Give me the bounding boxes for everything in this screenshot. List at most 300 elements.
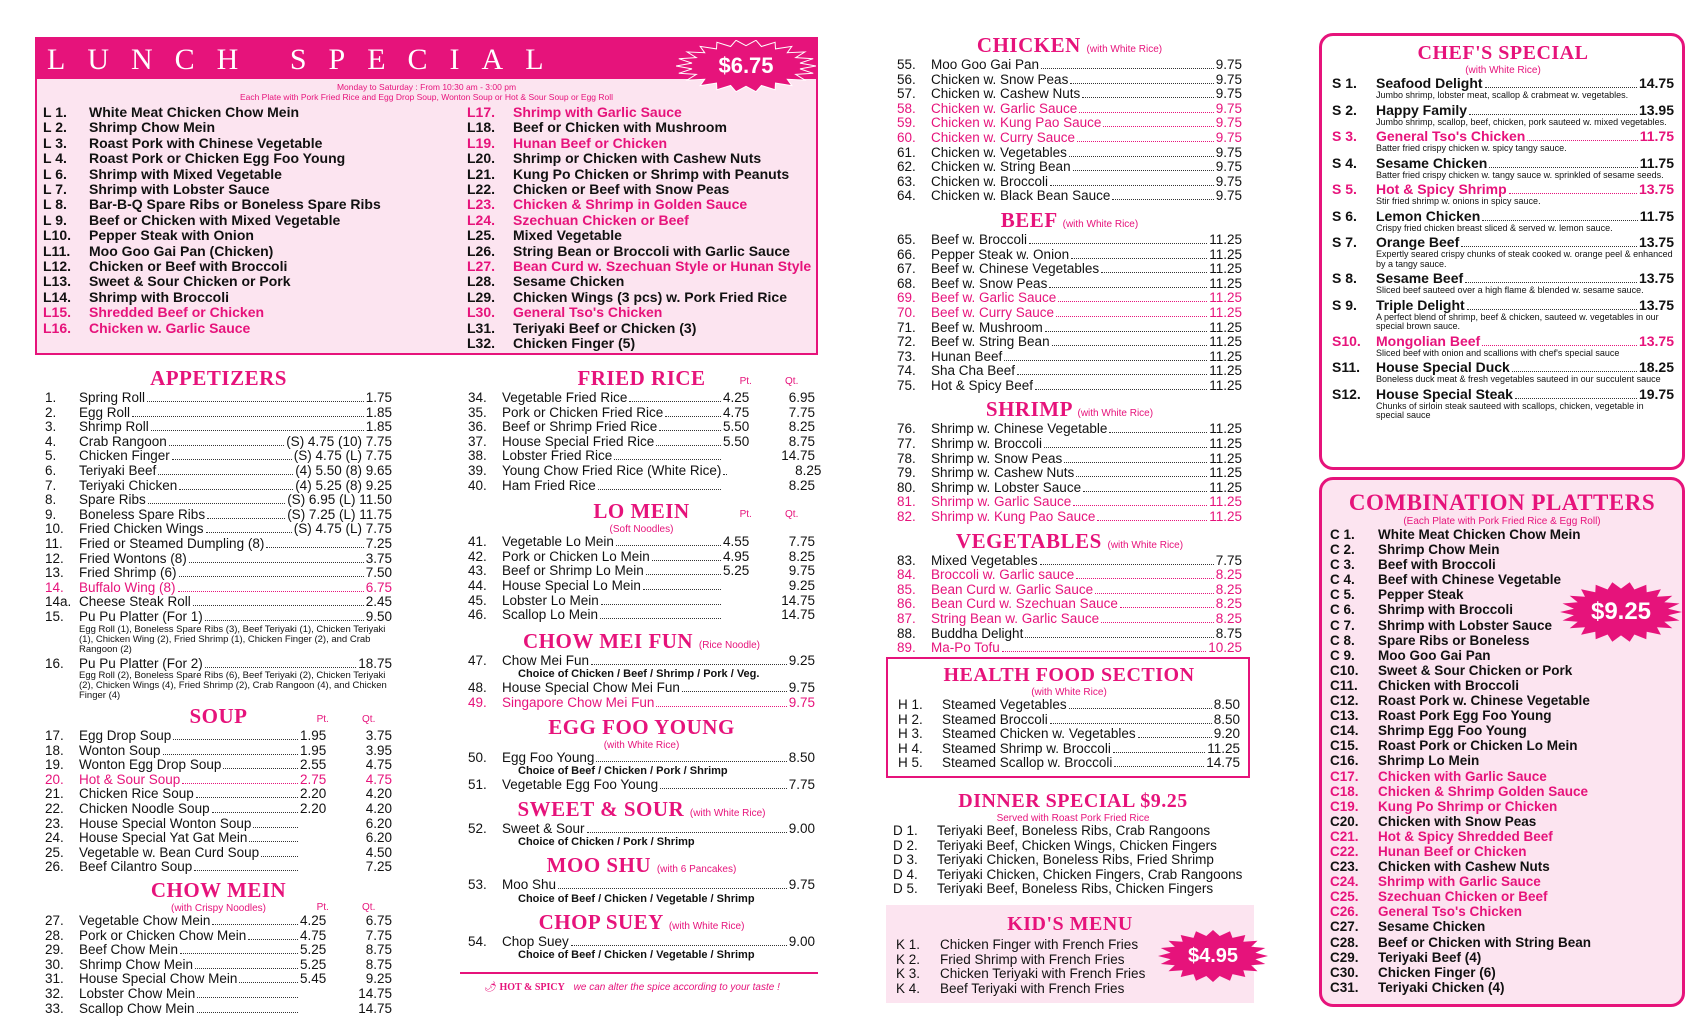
menu-item-row — [45, 1002, 392, 1017]
item-quart-price: 7.75 — [365, 927, 392, 943]
item-name: Beef w. Snow Peas — [931, 275, 1048, 291]
item-price: 1.85 — [365, 419, 392, 435]
item-number: 25. — [45, 844, 64, 860]
item-number: C 1. — [1330, 527, 1355, 542]
kids-price: $4.95 — [1187, 944, 1239, 967]
item-name: Bean Curd w. Szechuan Style or Hunan Style — [513, 258, 812, 275]
dot-leader — [266, 547, 363, 548]
soup-pt-header: Pt. — [316, 714, 329, 726]
item-name: Sesame Beef — [1376, 270, 1464, 286]
item-number: L25. — [467, 227, 496, 244]
menu-item-row — [468, 654, 815, 669]
item-number: 46. — [468, 607, 487, 623]
lomein-list — [468, 535, 815, 623]
menu-item-row — [898, 756, 1240, 771]
item-name: Roast Pork or Chicken Lo Mein — [1378, 738, 1578, 754]
menu-item-row — [1330, 844, 1674, 859]
item-number: S 3. — [1332, 128, 1357, 144]
item-number: 36. — [468, 419, 487, 435]
item-number: L17. — [467, 104, 496, 120]
item-number: 77. — [897, 436, 916, 452]
dot-leader — [169, 445, 284, 446]
chili-icon: 🌶︎ — [484, 982, 497, 993]
item-price: 9.75 — [1215, 100, 1242, 116]
item-name: Chicken & Shrimp Golden Sauce — [1378, 783, 1589, 799]
dot-leader — [723, 474, 727, 475]
menu-item-row — [897, 321, 1242, 336]
lunch-includes-note: Each Plate with Pork Fried Rice and Egg Drop Soup, Wonton Soup or Hot & Sour Soup or Egg Roll — [239, 92, 614, 102]
item-description: Egg Roll (1), Boneless Spare Ribs (3), Beef Teriyaki (1), Chicken Teriyaki (1), Chicken Wing (2), Fried Shrimp (1), Chicken Finger (2), and Crab Rangoon (2) — [79, 623, 386, 655]
menu-item-row — [897, 364, 1242, 379]
menu-item-row — [1332, 156, 1674, 171]
shrimp-title-text: SHRIMP — [985, 397, 1072, 422]
soup-qt-header: Qt. — [362, 714, 376, 726]
item-name: Sesame Chicken — [1378, 919, 1486, 935]
item-name: White Meat Chicken Chow Mein — [89, 104, 300, 120]
item-name: Chicken w. String Bean — [931, 159, 1071, 175]
item-name: String Bean or Broccoli with Garlic Sauce — [513, 242, 790, 259]
item-number: 51. — [468, 777, 487, 793]
eggfoo-list — [468, 751, 815, 793]
dot-leader — [1465, 282, 1637, 283]
item-number: C 2. — [1330, 542, 1355, 558]
item-quart-price: 4.20 — [365, 786, 392, 802]
item-price: 9.75 — [1215, 86, 1242, 102]
menu-item-row — [468, 696, 815, 711]
item-number: C26. — [1330, 904, 1359, 920]
item-name: Shrimp Chow Mein — [79, 956, 194, 972]
item-name: Teriyaki Chicken, Boneless Ribs, Fried Shrimp — [937, 852, 1214, 868]
item-pint-price: 2.75 — [300, 771, 327, 787]
item-description: Batter fried crispy chicken w. tangy sauce w. sprinkled of sesame seeds. — [1376, 169, 1664, 180]
menu-item-row — [1330, 829, 1674, 844]
item-number: L11. — [43, 242, 71, 259]
dot-leader — [1064, 462, 1207, 463]
item-number: S 1. — [1332, 75, 1357, 91]
lunch-item-row — [43, 213, 463, 228]
lunch-item-row — [43, 136, 463, 151]
item-price: 11.25 — [1209, 290, 1242, 306]
item-name: Vegetable Egg Foo Young — [502, 777, 659, 793]
dot-leader — [682, 691, 787, 692]
item-description: Sliced beef with onion and scallions with chef's special sauce — [1376, 347, 1620, 358]
item-price: 11.25 — [1207, 740, 1240, 756]
item-number: 4. — [45, 433, 57, 449]
chowmein-subtitle: (with Crispy Noodles) — [170, 903, 267, 915]
item-number: C 9. — [1330, 647, 1355, 663]
item-name: Pepper Steak w. Onion — [931, 246, 1070, 262]
item-number: 14. — [45, 579, 64, 595]
vegetables-list — [897, 554, 1242, 656]
dot-leader — [1044, 447, 1207, 448]
beef-list — [897, 233, 1242, 394]
sweetsour-subtitle: (with White Rice) — [689, 807, 766, 819]
item-name: Beef Cilantro Soup — [79, 859, 193, 875]
item-price: 11.25 — [1209, 509, 1242, 525]
item-quart-price: 8.25 — [795, 462, 822, 478]
item-price: 11.25 — [1209, 246, 1242, 262]
column-1 — [45, 366, 392, 1016]
item-number: 20. — [45, 771, 64, 787]
item-name: Pepper Steak — [1378, 587, 1464, 603]
menu-item-row — [897, 262, 1242, 277]
item-name: Shrimp Lo Mein — [1378, 753, 1480, 769]
item-price: 8.25 — [1215, 596, 1242, 612]
item-number: K 2. — [896, 951, 921, 967]
menu-item-row — [1332, 298, 1674, 313]
item-number: 74. — [897, 363, 916, 379]
item-price: 7.50 — [365, 565, 392, 581]
item-number: 80. — [897, 479, 916, 495]
menu-item-row — [897, 116, 1242, 131]
item-number: 76. — [897, 421, 916, 437]
dinner-title: DINNER SPECIAL $9.25 — [958, 790, 1188, 812]
item-name: Teriyaki Chicken (4) — [1378, 979, 1505, 995]
item-pint-price: 5.25 — [723, 563, 750, 579]
item-name: Wonton Soup — [79, 742, 161, 758]
menu-item-row — [897, 277, 1242, 292]
item-name: Steamed Vegetables — [942, 697, 1067, 712]
dot-leader — [158, 474, 293, 475]
item-number: L15. — [43, 304, 72, 321]
item-price: (S) 4.75 (L) 7.75 — [293, 521, 392, 537]
item-name: Shrimp w. Kung Pao Sauce — [931, 509, 1096, 525]
menu-item-row — [45, 435, 392, 450]
item-description: Egg Roll (2), Boneless Spare Ribs (6), Beef Teriyaki (2), Chicken Teriyaki (2), Chicken Wings (4), Fried Shrimp (2), Crab Rangoon (4), and Chicken Finger (4) — [79, 670, 387, 702]
combo-subtitle: (Each Plate with Pork Fried Rice & Egg Roll) — [1403, 516, 1601, 527]
chowmeifun-title-text: CHOW MEI FUN — [522, 628, 694, 653]
item-number: L 4. — [43, 150, 67, 167]
item-number: 69. — [897, 290, 916, 306]
item-name: House Special Duck — [1376, 359, 1510, 375]
item-number: 32. — [45, 986, 64, 1001]
item-number: 61. — [897, 144, 916, 160]
menu-item-row — [898, 698, 1240, 713]
menu-item-row — [45, 860, 392, 875]
dot-leader — [1467, 309, 1637, 310]
dot-leader — [261, 856, 298, 857]
dot-leader — [1056, 316, 1207, 317]
menu-item-row — [1332, 334, 1674, 349]
menu-item-row — [897, 495, 1242, 510]
dot-leader — [212, 812, 298, 813]
item-price: 13.95 — [1638, 101, 1674, 118]
item-name: Bean Curd w. Szechuan Sauce — [931, 596, 1118, 612]
item-name: Fried Shrimp with French Fries — [940, 951, 1125, 967]
item-name: Steamed Shrimp w. Broccoli — [942, 740, 1111, 756]
item-number: 65. — [897, 231, 916, 247]
item-quart-price: 8.75 — [365, 956, 392, 972]
item-price: 7.75 — [788, 777, 815, 793]
item-name: Shredded Beef or Chicken — [89, 304, 265, 321]
item-choice: Choice of Chicken / Pork / Shrimp — [518, 836, 695, 849]
item-pint-price: 2.20 — [300, 801, 327, 817]
item-name: Shrimp with Garlic Sauce — [1378, 874, 1541, 890]
lunch-item-row — [43, 244, 463, 259]
dot-leader — [665, 416, 721, 417]
menu-item-row — [897, 583, 1242, 598]
menu-item-row — [45, 972, 392, 987]
item-pint-price: 2.55 — [300, 757, 327, 773]
item-quart-price: 4.50 — [365, 844, 392, 860]
item-number: C 8. — [1330, 632, 1355, 648]
dot-leader — [643, 589, 721, 590]
item-price: 19.75 — [1638, 385, 1674, 402]
lunch-item-row — [467, 136, 817, 151]
item-price: 11.25 — [1209, 479, 1242, 495]
lunch-item-row — [43, 305, 463, 320]
item-name: Spare Ribs — [79, 492, 146, 508]
item-name: Shrimp with Lobster Sauce — [1378, 617, 1553, 633]
item-price: 2.45 — [365, 594, 392, 610]
dot-leader — [182, 783, 298, 784]
item-name: Beef w. Mushroom — [931, 319, 1043, 335]
health-food-box — [886, 657, 1250, 778]
item-number: 72. — [897, 334, 916, 350]
dot-leader — [180, 953, 298, 954]
item-price: (S) 4.75 (10) 7.75 — [286, 433, 392, 449]
item-name: Beef w. Chinese Vegetables — [931, 261, 1100, 277]
item-name: Beef w. Garlic Sauce — [931, 290, 1057, 306]
item-name: Moo Shu — [502, 877, 557, 893]
dot-leader — [1103, 126, 1213, 127]
dot-leader — [196, 797, 298, 798]
dot-leader — [660, 788, 787, 789]
item-name: Vegetable Chow Mein — [79, 913, 211, 929]
item-name: Wonton Egg Drop Soup — [79, 757, 222, 773]
soup-list — [45, 729, 392, 875]
item-number: C31. — [1330, 979, 1359, 995]
item-number: 86. — [897, 596, 916, 612]
menu-item-row — [45, 914, 392, 929]
item-pint-price: 4.95 — [723, 548, 750, 564]
item-name: Teriyaki Beef or Chicken (3) — [513, 319, 697, 336]
vegetables-title — [897, 529, 1242, 554]
item-price: 11.25 — [1209, 304, 1242, 320]
menu-item-row — [45, 391, 392, 406]
item-number: S10. — [1332, 332, 1361, 349]
lunch-left-list — [43, 105, 463, 336]
item-price: (4) 5.50 (8) 9.65 — [295, 462, 392, 478]
item-number: 54. — [468, 933, 487, 949]
dot-leader — [1482, 345, 1637, 346]
dot-leader — [601, 604, 721, 605]
item-number: S11. — [1332, 359, 1361, 375]
item-name: Sweet & Sour Chicken or Pork — [89, 273, 291, 290]
eggfoo-title: EGG FOO YOUNG — [548, 714, 735, 739]
dot-leader — [1050, 185, 1214, 186]
item-number: C16. — [1330, 753, 1359, 769]
item-name: General Tso's Chicken — [1378, 904, 1523, 920]
item-price: 9.75 — [1215, 129, 1242, 145]
item-name: Scallop Chow Mein — [79, 1000, 195, 1016]
menu-item-row — [45, 958, 392, 973]
item-description: Chunks of sirloin steak sauteed with scallops, chicken, vegetable in special sauce — [1376, 400, 1644, 420]
menu-item-row — [1330, 904, 1674, 919]
chicken-title-text: CHICKEN — [976, 33, 1081, 57]
item-number: D 5. — [893, 881, 918, 897]
item-name: Shrimp w. Garlic Sauce — [931, 494, 1072, 510]
item-number: 9. — [45, 506, 57, 522]
mooshu-list — [468, 878, 815, 906]
menu-item-row — [45, 552, 392, 567]
item-number: C19. — [1330, 798, 1359, 814]
chefs-subtitle: (with White Rice) — [1465, 65, 1541, 76]
item-number: 13. — [45, 565, 64, 581]
dot-leader — [249, 841, 298, 842]
lunch-special-title: LUNCH SPECIAL — [47, 43, 566, 76]
item-number: 68. — [897, 275, 916, 291]
item-name: Boneless Spare Ribs — [79, 506, 206, 522]
item-number: L 7. — [43, 181, 67, 198]
item-number: 3. — [45, 419, 57, 435]
item-quart-price: 8.25 — [788, 477, 815, 493]
chowmeifun-title — [468, 629, 815, 654]
menu-item-row — [45, 537, 392, 552]
menu-item-row — [893, 824, 1253, 839]
item-quart-price: 14.75 — [781, 607, 815, 623]
menu-item-row — [1332, 129, 1674, 144]
item-name: Chow Mei Fun — [502, 652, 590, 668]
item-price: 8.75 — [1215, 625, 1242, 641]
item-quart-price: 14.75 — [358, 986, 392, 1001]
item-name: Chicken & Shrimp in Golden Sauce — [513, 196, 748, 213]
item-number: S 7. — [1332, 234, 1357, 250]
item-number: 18. — [45, 742, 64, 758]
menu-item-row — [1332, 182, 1674, 197]
menu-item-row — [45, 566, 392, 581]
item-number: C11. — [1330, 677, 1358, 693]
item-number: L26. — [467, 242, 496, 259]
item-name: Scallop Lo Mein — [502, 607, 599, 623]
item-number: L28. — [467, 273, 496, 290]
item-number: D 2. — [893, 837, 918, 853]
item-number: C22. — [1330, 843, 1359, 859]
item-number: 29. — [45, 942, 64, 958]
item-name: Seafood Delight — [1376, 75, 1483, 91]
menu-item-row — [897, 131, 1242, 146]
item-quart-price: 6.20 — [365, 830, 392, 846]
item-choice: Choice of Chicken / Beef / Shrimp / Pork / Veg. — [518, 668, 760, 681]
item-name: Crab Rangoon — [79, 433, 167, 449]
friedrice-title: FRIED RICE — [577, 366, 706, 390]
item-price: 11.25 — [1209, 348, 1242, 364]
item-number: C30. — [1330, 964, 1359, 980]
item-name: Shrimp w. Snow Peas — [931, 450, 1063, 466]
item-price: 7.75 — [1215, 552, 1242, 568]
item-price: 13.75 — [1638, 181, 1674, 197]
lunch-item-row — [43, 167, 463, 182]
item-number: H 3. — [898, 726, 923, 742]
item-name: Shrimp w. Lobster Sauce — [931, 479, 1082, 495]
item-name: Chicken w. Vegetables — [931, 144, 1067, 160]
item-number: C21. — [1330, 828, 1359, 844]
lomein-subtitle: (Soft Noodles) — [609, 524, 674, 536]
dot-leader — [172, 459, 292, 460]
menu-item-row — [897, 641, 1242, 656]
beef-title — [897, 208, 1242, 233]
item-quart-price: 6.95 — [788, 390, 815, 405]
item-name: Spare Ribs or Boneless — [1378, 632, 1530, 648]
item-number: C27. — [1330, 919, 1359, 935]
item-name: Roast Pork with Chinese Vegetable — [89, 134, 323, 151]
item-name: Steamed Broccoli — [942, 711, 1048, 727]
menu-item-row — [1330, 889, 1674, 904]
item-name: House Special Wonton Soup — [79, 815, 252, 831]
item-name: Hot & Spicy Shrimp — [1376, 181, 1507, 197]
item-quart-price: 6.20 — [365, 815, 392, 831]
item-price: 1.85 — [365, 404, 392, 420]
lunch-item-row — [467, 244, 817, 259]
item-number: 59. — [897, 115, 916, 131]
item-name: Orange Beef — [1376, 234, 1460, 250]
dot-leader — [1040, 564, 1214, 565]
item-name: Ma-Po Tofu — [931, 640, 1000, 656]
item-number: 34. — [468, 390, 487, 405]
item-price: (4) 5.25 (8) 9.25 — [295, 477, 392, 493]
dot-leader — [1076, 476, 1207, 477]
menu-item-row — [897, 379, 1242, 394]
item-name: Hot & Spicy Shredded Beef — [1378, 828, 1553, 844]
item-number: 27. — [45, 913, 64, 929]
item-pint-price: 5.25 — [300, 956, 327, 972]
dot-leader — [205, 667, 356, 668]
menu-item-row — [897, 554, 1242, 569]
item-description: Stir fried shrimp w. onions in spicy sauce. — [1376, 196, 1541, 206]
dot-leader — [1112, 199, 1213, 200]
item-name: Roast Pork Egg Foo Young — [1378, 708, 1552, 724]
menu-item-row — [897, 175, 1242, 190]
item-number: 85. — [897, 581, 916, 597]
sweetsour-title — [468, 797, 815, 822]
item-name: Buddha Delight — [931, 625, 1024, 641]
dot-leader — [1077, 141, 1214, 142]
item-number: L19. — [467, 134, 496, 151]
item-number: C25. — [1330, 889, 1359, 905]
item-price: 13.75 — [1638, 270, 1674, 286]
menu-item-row — [1330, 663, 1674, 678]
item-quart-price: 14.75 — [781, 448, 815, 464]
item-name: Fried Chicken Wings — [79, 521, 204, 537]
item-description: Jumbo shrimp, scallop, beef, chicken, pork sauteed w. mixed vegetables. — [1376, 116, 1667, 127]
menu-item-row — [897, 466, 1242, 481]
item-name: General Tso's Chicken — [1376, 128, 1526, 144]
item-price: 11.25 — [1209, 450, 1242, 466]
lunch-item-row — [43, 290, 463, 305]
item-name: Shrimp with Garlic Sauce — [513, 104, 682, 120]
dot-leader — [587, 832, 787, 833]
item-number: L27. — [467, 258, 496, 275]
lunch-item-row — [467, 305, 817, 320]
item-number: H 2. — [898, 711, 923, 727]
item-number: L 3. — [43, 134, 67, 151]
item-name: Szechuan Chicken or Beef — [513, 211, 689, 228]
item-name: Singapore Chow Mei Fun — [502, 694, 655, 710]
mooshu-subtitle: (with 6 Pancakes) — [656, 864, 737, 876]
item-name: Moo Goo Gai Pan — [931, 57, 1040, 72]
menu-item-row — [468, 550, 815, 565]
item-quart-price: 3.75 — [365, 728, 392, 744]
dot-leader — [1485, 87, 1637, 88]
menu-item-row — [45, 449, 392, 464]
dot-leader — [1114, 766, 1204, 767]
item-name: Beef or Chicken with Mixed Vegetable — [89, 211, 341, 228]
item-quart-price: 7.75 — [788, 404, 815, 420]
menu-item-row — [45, 929, 392, 944]
item-price: 9.75 — [1215, 188, 1242, 204]
dot-leader — [1101, 622, 1214, 623]
menu-item-row — [1330, 965, 1674, 980]
